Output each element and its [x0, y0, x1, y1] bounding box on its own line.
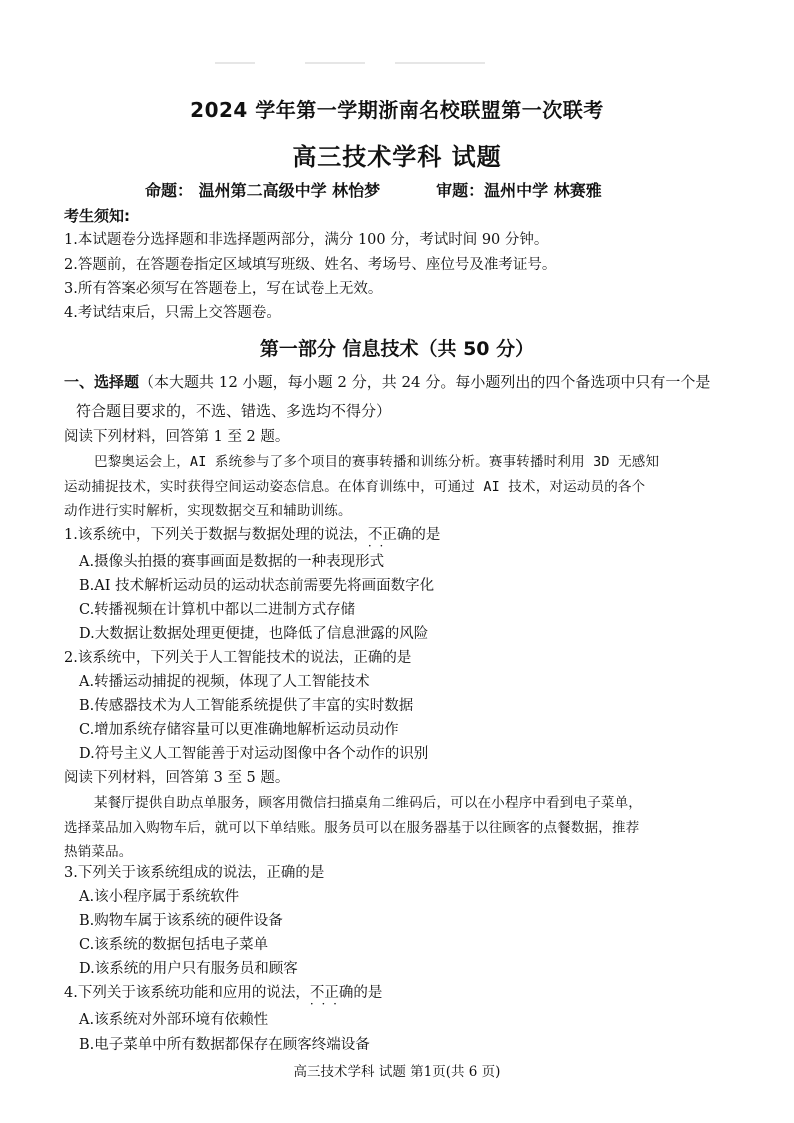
option: B.传感器技术为人工智能系统提供了丰富的实时数据 [79, 698, 414, 714]
option: A.该小程序属于系统软件 [79, 889, 240, 905]
section-desc-cont: 符合题目要求的，不选、错选、多选均不得分） [76, 402, 392, 420]
exam-title: 2024 学年第一学期浙南名校联盟第一次联考 [190, 98, 604, 122]
scan-smudge [395, 62, 485, 64]
question-stem: 3.下列关于该系统组成的说法，正确的是 [64, 865, 325, 881]
option: D.符号主义人工智能善于对运动图像中各个动作的识别 [79, 746, 429, 762]
material-line: 选择菜品加入购物车后，就可以下单结账。服务员可以在服务器基于以往顾客的点餐数据，推荐 [64, 820, 640, 836]
scan-smudge [305, 62, 365, 64]
material-line: 动作进行实时解析，实现数据交互和辅助训练。 [64, 503, 352, 519]
option: C.该系统的数据包括电子菜单 [79, 937, 269, 953]
option: A.转播运动捕捉的视频，体现了人工智能技术 [79, 674, 370, 690]
page-footer: 高三技术学科 试题 第1页(共 6 页) [293, 1064, 501, 1080]
notice-item: 1.本试题卷分选择题和非选择题两部分，满分 100 分，考试时间 90 分钟。 [64, 232, 549, 248]
notice-item: 2.答题前，在答题卷指定区域填写班级、姓名、考场号、座位号及准考证号。 [64, 257, 557, 273]
material-intro: 阅读下列材料，回答第 1 至 2 题。 [64, 429, 290, 445]
option: A.该系统对外部环境有依赖性 [79, 1012, 269, 1028]
exam-subtitle: 高三技术学科 试题 [292, 143, 502, 171]
material-line: 某餐厅提供自助点单服务，顾客用微信扫描桌角二维码后，可以在小程序中看到电子菜单， [94, 795, 642, 811]
section-heading [64, 375, 710, 390]
proposer: 命题： 温州第二高级中学 林怡梦 [145, 181, 381, 200]
notice-item: 4.考试结束后，只需上交答题卷。 [64, 305, 281, 321]
question-stem: 4.下列关于该系统功能和应用的说法，不正确 · · ·的是 [64, 986, 382, 1001]
reviewer: 审题：温州中学 林赛雅 [436, 181, 602, 200]
section-desc: （本大题共 12 小题，每小题 2 分，共 24 分。每小题列出的四个备选项中只有一个是 [139, 373, 711, 391]
question-stem: 1.该系统中，下列关于数据与数据处理的说法，不正 · ·确的是 [64, 528, 440, 543]
section-label: 一、选择题 [64, 373, 140, 391]
option: D.大数据让数据处理更便捷，也降低了信息泄露的风险 [79, 626, 429, 642]
option: B.AI 技术解析运动员的运动状态前需要先将画面数字化 [79, 578, 435, 594]
option: B.购物车属于该系统的硬件设备 [79, 913, 283, 929]
authors-line [145, 183, 602, 199]
notice-heading: 考生须知: [64, 207, 130, 225]
material-line: 巴黎奥运会上，AI 系统参与了多个项目的赛事转播和训练分析。赛事转播时利用 3D 无感知 [94, 454, 660, 470]
option: C.转播视频在计算机中都以二进制方式存储 [79, 602, 356, 618]
material-line: 运动捕捉技术，实时获得空间运动姿态信息。在体育训练中，可通过 AI 技术，对运动员的各个 [64, 479, 646, 495]
option: A.摄像头拍摄的赛事画面是数据的一种表现形式 [79, 554, 385, 570]
emphasis-text: 不正 · · [368, 527, 397, 543]
option: C.增加系统存储容量可以更准确地解析运动员动作 [79, 722, 399, 738]
question-stem: 2.该系统中，下列关于人工智能技术的说法，正确的是 [64, 650, 412, 666]
material-intro: 阅读下列材料，回答第 3 至 5 题。 [64, 770, 290, 786]
material-line: 热销菜品。 [64, 844, 133, 860]
scan-smudge [215, 62, 255, 64]
option: D.该系统的用户只有服务员和顾客 [79, 961, 298, 977]
notice-item: 3.所有答案必须写在答题卷上，写在试卷上无效。 [64, 281, 383, 297]
emphasis-text: 不正确 · · · [310, 985, 354, 1001]
part-title: 第一部分 信息技术（共 50 分） [259, 338, 535, 360]
option: B.电子菜单中所有数据都保存在顾客终端设备 [79, 1037, 370, 1053]
